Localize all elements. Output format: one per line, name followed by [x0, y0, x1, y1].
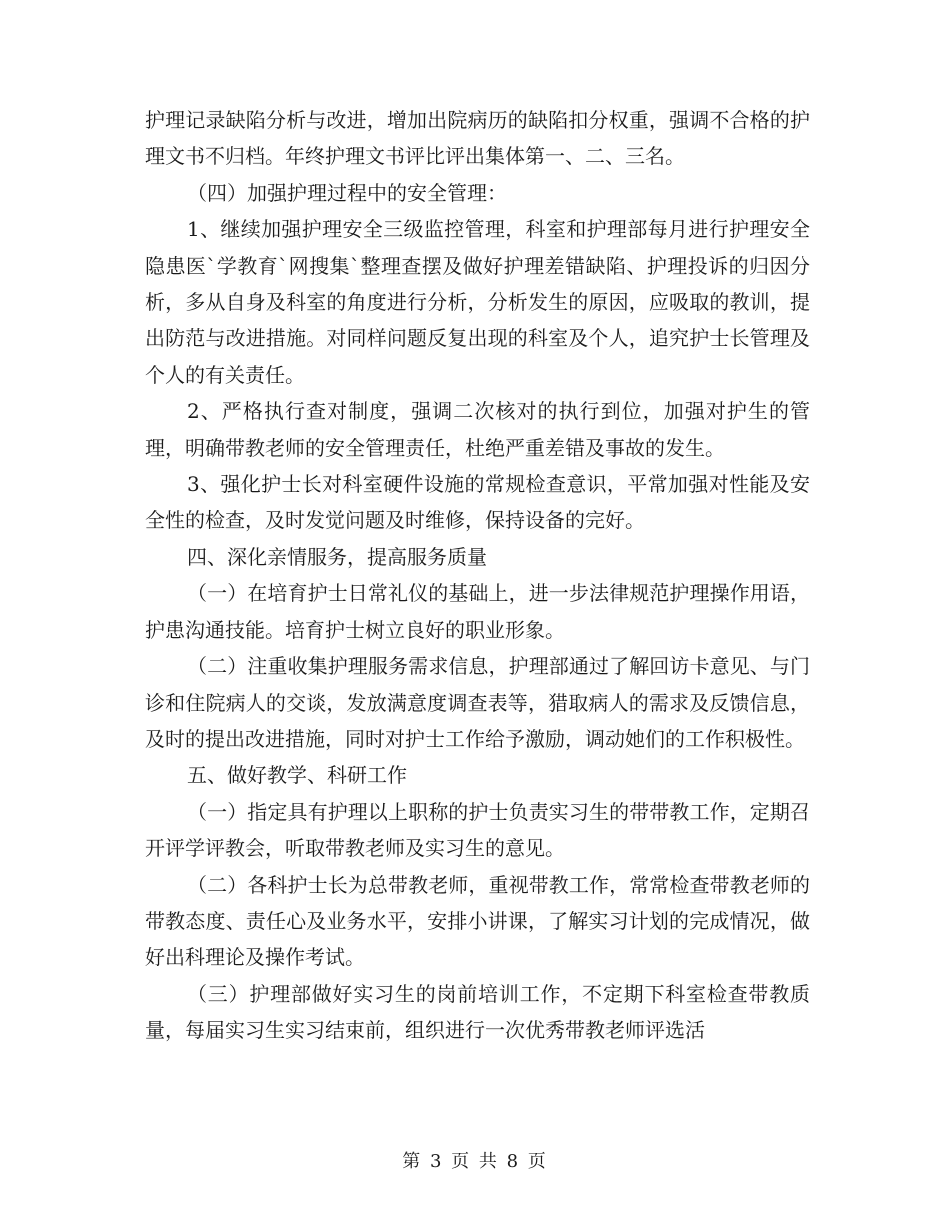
paragraph-teaching-1: （一）指定具有护理以上职称的护士负责实习生的带带教工作，定期召开评学评教会，听取带教老师及实习生的意见。 — [145, 799, 810, 861]
section-heading-service: 四、深化亲情服务，提高服务质量 — [187, 544, 487, 569]
paragraph-teaching-3: （三）护理部做好实习生的岗前培训工作，不定期下科室检查带教质量，每届实习生实习结束前，组织进行一次优秀带教老师评选活 — [145, 981, 810, 1043]
document-body — [145, 102, 810, 1049]
paragraph-safety-3: 3、强化护士长对科室硬件设施的常规检查意识，平常加强对性能及安全性的检查，及时发觉问题及时维修，保持设备的完好。 — [145, 472, 810, 533]
page-number-footer: 第 3 页 共 8 页 — [402, 1151, 548, 1172]
paragraph-safety-1: 1、继续加强护理安全三级监控管理，科室和护理部每月进行护理安全隐患医`学教育`网搜集`整理查摆及做好护理差错缺陷、护理投诉的归因分析，多从自身及科室的角度进行分析，分析发生的原因，应吸取的教训，提出防范与改进措施。对同样问题反复出现的科室及个人，追究护士长管理及个人的有关责任。 — [145, 217, 810, 387]
section-heading-teaching: 五、做好教学、科研工作 — [187, 763, 407, 788]
paragraph-safety-2: 2、严格执行查对制度，强调二次核对的执行到位，加强对护生的管理，明确带教老师的安全管理责任，杜绝严重差错及事故的发生。 — [145, 399, 810, 460]
paragraph-continuation: 护理记录缺陷分析与改进，增加出院病历的缺陷扣分权重，强调不合格的护理文书不归档。年终护理文书评比评出集体第一、二、三名。 — [145, 108, 810, 169]
paragraph-service-1: （一）在培育护士日常礼仪的基础上，进一步法律规范护理操作用语，护患沟通技能。培育护士树立良好的职业形象。 — [145, 581, 810, 642]
paragraph-teaching-2: （二）各科护士长为总带教老师，重视带教工作，常常检查带教老师的带教态度、责任心及业务水平，安排小讲课，了解实习计划的完成情况，做好出科理论及操作考试。 — [145, 872, 810, 970]
section-heading-safety: （四）加强护理过程中的安全管理： — [187, 180, 507, 205]
paragraph-service-2: （二）注重收集护理服务需求信息，护理部通过了解回访卡意见、与门诊和住院病人的交谈，发放满意度调查表等，猎取病人的需求及反馈信息，及时的提出改进措施，同时对护士工作给予激励，调动她们的工作积极性。 — [145, 654, 810, 751]
